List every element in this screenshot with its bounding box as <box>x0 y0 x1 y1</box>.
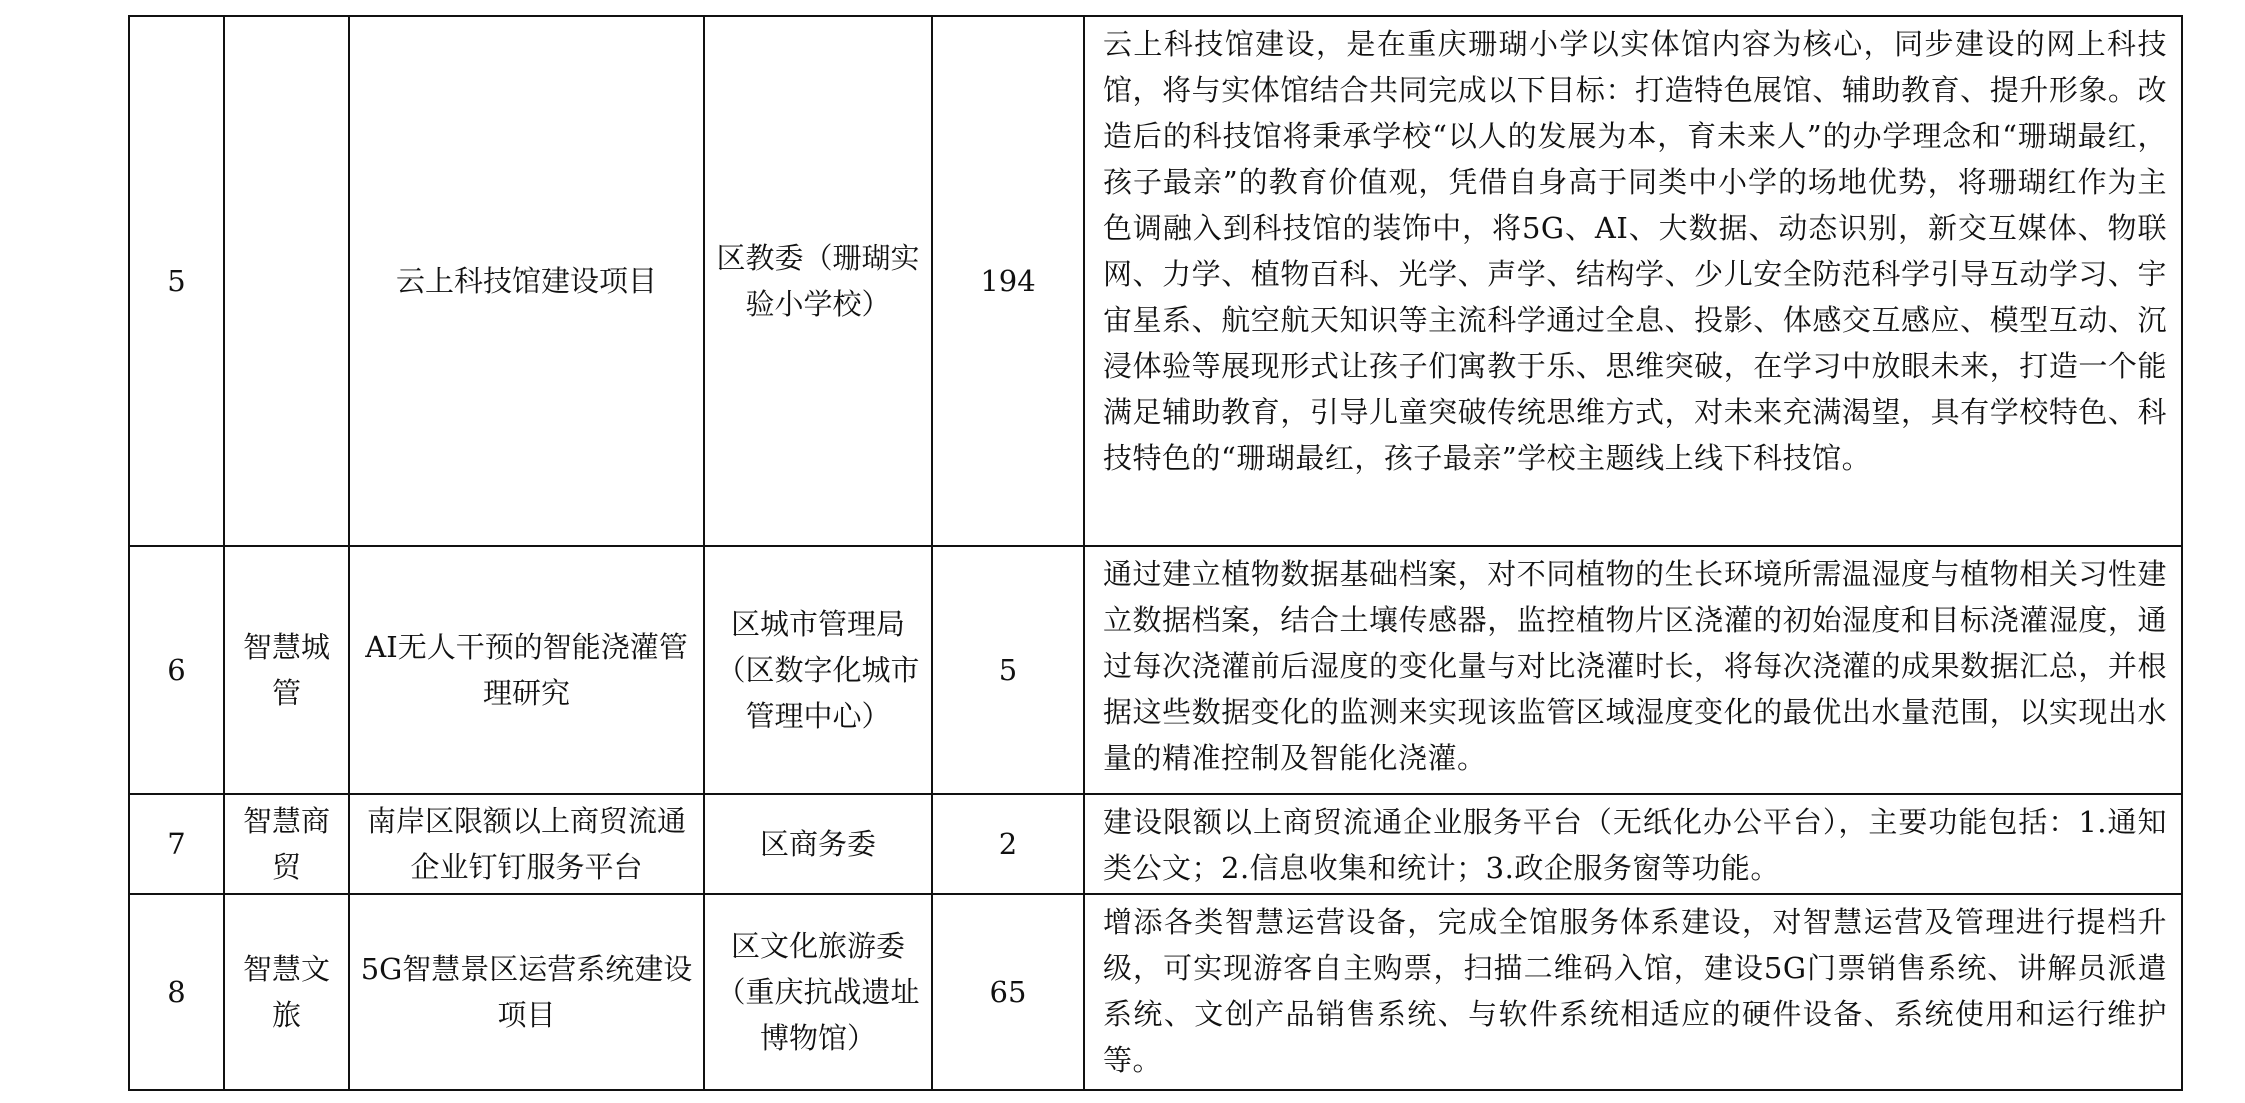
row-unit <box>704 16 932 546</box>
row-amount: 194 <box>932 16 1084 546</box>
row-description: 通过建立植物数据基础档案，对不同植物的生长环境所需温湿度与植物相关习性建立数据档案，结合土壤传感器，监控植物片区浇灌的初始湿度和目标浇灌湿度，通过每次浇灌前后湿度的变化量与对比浇灌时长，将每次浇灌的成果数据汇总，并根据这些数据变化的监测来实现该监管区域湿度变化的最优出水量范围，以实现出水量的精准控制及智能化浇灌。 <box>1084 546 2182 794</box>
row-number: 8 <box>129 894 224 1090</box>
row-amount: 65 <box>932 894 1084 1090</box>
unit-name: 区教委（珊瑚实验小学校） <box>716 241 920 321</box>
row-unit <box>704 894 932 1090</box>
row-description: 建设限额以上商贸流通企业服务平台（无纸化办公平台），主要功能包括：1.通知类公文；2.信息收集和统计；3.政企服务窗等功能。 <box>1084 794 2182 894</box>
row-project <box>349 16 704 546</box>
row-description: 云上科技馆建设，是在重庆珊瑚小学以实体馆内容为核心，同步建设的网上科技馆，将与实体馆结合共同完成以下目标：打造特色展馆、辅助教育、提升形象。改造后的科技馆将秉承学校“以人的发展为本，育未来人”的办学理念和“珊瑚最红，孩子最亲”的教育价值观，凭借自身高于同类中小学的场地优势，将珊瑚红作为主色调融入到科技馆的装饰中，将5G、AI、大数据、动态识别，新交互媒体、物联网、力学、植物百科、光学、声学、结构学、少儿安全防范科学引导互动学习、宇宙星系、航空航天知识等主流科学通过全息、投影、体感交互感应、模型互动、沉浸体验等展现形式让孩子们寓教于乐、思维突破，在学习中放眼未来，打造一个能满足辅助教育，引导儿童突破传统思维方式，对未来充满渴望，具有学校特色、科技特色的“珊瑚最红，孩子最亲”学校主题线上线下科技馆。 <box>1084 16 2182 546</box>
table-row <box>129 16 2182 546</box>
unit-name: 区商务委 <box>759 827 876 861</box>
row-category <box>224 546 349 794</box>
project-name: AI无人干预的智能浇灌管理研究 <box>365 630 688 710</box>
row-project <box>349 794 704 894</box>
row-amount: 2 <box>932 794 1084 894</box>
project-name: 云上科技馆建设项目 <box>395 264 657 298</box>
row-number: 7 <box>129 794 224 894</box>
table-row <box>129 894 2182 1090</box>
table-row <box>129 794 2182 894</box>
row-project <box>349 894 704 1090</box>
unit-name: 区文化旅游委（重庆抗战遗址博物馆） <box>716 929 920 1055</box>
row-category <box>224 794 349 894</box>
row-category <box>224 894 349 1090</box>
row-amount: 5 <box>932 546 1084 794</box>
row-unit <box>704 794 932 894</box>
table-row <box>129 546 2182 794</box>
unit-name: 区城市管理局（区数字化城市管理中心） <box>716 607 920 733</box>
row-description: 增添各类智慧运营设备，完成全馆服务体系建设，对智慧运营及管理进行提档升级，可实现游客自主购票，扫描二维码入馆，建设5G门票销售系统、讲解员派遣系统、文创产品销售系统、与软件系统相适应的硬件设备、系统使用和运行维护等。 <box>1084 894 2182 1090</box>
category-text: 智慧文旅 <box>242 952 330 1032</box>
category-text: 智慧商贸 <box>242 804 330 884</box>
row-unit <box>704 546 932 794</box>
category-text: 智慧城管 <box>242 630 330 710</box>
row-number: 6 <box>129 546 224 794</box>
project-name: 5G智慧景区运营系统建设项目 <box>360 952 693 1032</box>
row-project <box>349 546 704 794</box>
project-name: 南岸区限额以上商贸流通企业钉钉服务平台 <box>366 804 686 884</box>
row-number: 5 <box>129 16 224 546</box>
row-category <box>224 16 349 546</box>
project-table <box>128 15 2183 1091</box>
